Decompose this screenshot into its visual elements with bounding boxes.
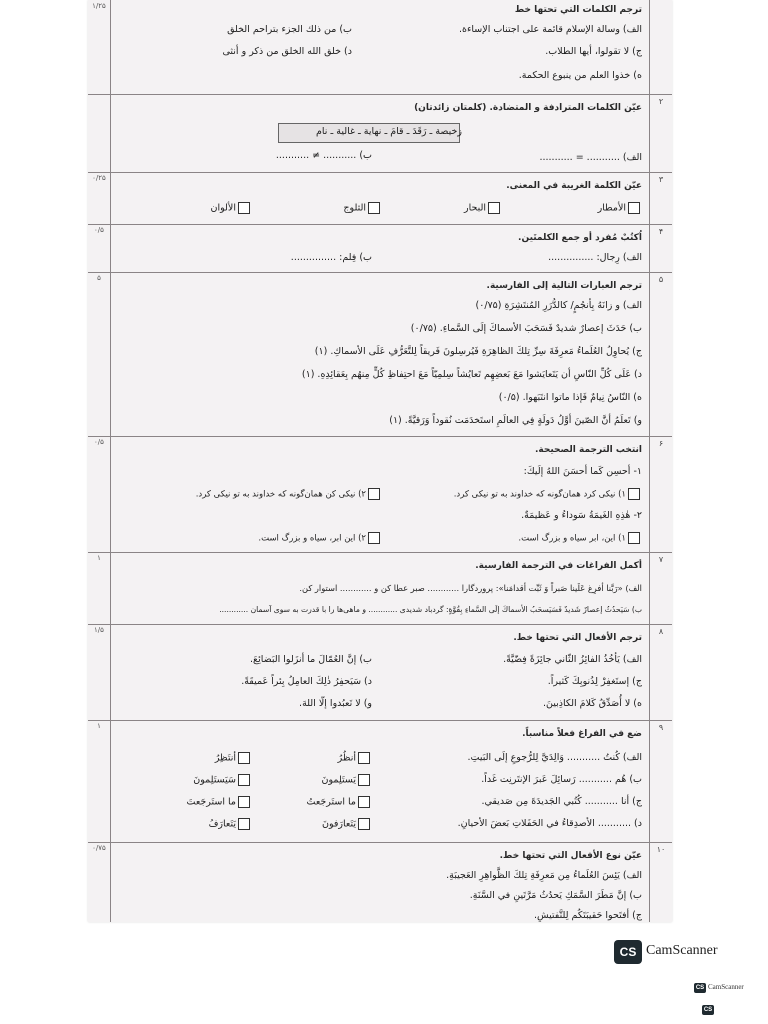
item-e: ه) لا أُصَدِّقُ كَلامَ الكاذِبينَ. xyxy=(543,698,642,709)
item-c: ج) أنا ........... كُتُبي الجَديدَةَ مِن صَديقي. xyxy=(481,796,642,807)
choice-d-1[interactable]: يَتَعارَفونَ xyxy=(322,818,372,831)
checkbox[interactable] xyxy=(358,774,370,786)
checkbox[interactable] xyxy=(358,796,370,808)
item-a: الف) رِجال: ............... xyxy=(548,252,642,263)
question-block-6 xyxy=(88,552,672,625)
item-a: الف) «رَبَّنا أفرِغ عَلَينا صَبراً وَ ثَبِّت أقدامَنا»: پروردگارا ............ صبر عطا کن و ............ استوار کن. xyxy=(299,583,642,593)
item-b: ب) فِلم: ............... xyxy=(290,252,372,263)
question-block-1 xyxy=(88,94,672,173)
sentence-d: د) عَلَى كُلِّ النّاسِ أن يَتَعايَشوا مَعَ بَعضِهِم تَعايُشاً سِلمِيّاً مَعَ احتِفاظِ كُلٍّ مِنهُم بِعَقائِدِهِ. (۱) xyxy=(301,369,642,380)
question-block-7 xyxy=(88,624,672,721)
item-f: و) لا تَعبُدوا إلّا اللهَ. xyxy=(299,698,372,709)
option-3[interactable]: الثلوج xyxy=(343,202,382,215)
option-1-2[interactable]: ۲) نیکی کن همان‌گونه که خداوند به تو نیکی کرد. xyxy=(196,488,382,501)
item-d: د) سَيَحفِرُ ذٰلِكَ العامِلُ بِئراً عَميقَةً. xyxy=(241,676,372,687)
question-number: ۹ xyxy=(658,723,664,732)
checkbox[interactable] xyxy=(368,532,380,544)
checkbox[interactable] xyxy=(238,752,250,764)
checkbox[interactable] xyxy=(368,488,380,500)
question-number: ۴ xyxy=(658,227,664,236)
checkbox[interactable] xyxy=(628,488,640,500)
question-header: أكمل الفراغات في الترجمة الفارسية. xyxy=(475,561,642,571)
sub-question-1: ۱- أحسِن كَما أحسَنَ اللهُ إلَيكَ: xyxy=(523,466,642,477)
score: ۰/۵ xyxy=(94,226,104,234)
checkbox[interactable] xyxy=(628,202,640,214)
item-b: ب) إنَّ العُمّالَ ما أنزَلوا البَضائِعَ. xyxy=(250,654,372,665)
sentence-b: ب) حَدَثَ إعصارٌ شديدٌ فَسَحَبَ الأسماكَ إلَى السَّماءِ. (۰/۷۵) xyxy=(410,323,642,334)
camscanner-tiny-logo: CS xyxy=(703,1007,713,1013)
checkbox[interactable] xyxy=(238,818,250,830)
option-2-1[interactable]: ۱) این، ابر سیاه و بزرگ است. xyxy=(518,532,642,545)
score: ۰/۵ xyxy=(94,438,104,446)
score: ۱ xyxy=(97,554,101,562)
score: ۱/۲۵ xyxy=(92,2,106,10)
checkbox[interactable] xyxy=(368,202,380,214)
checkbox[interactable] xyxy=(238,202,250,214)
question-number: ۸ xyxy=(658,627,664,636)
question-header: انتخب الترجمة الصحيحة. xyxy=(535,445,642,455)
item-c: ج) أفتَحوا حَقيبَتَكُم لِلتَّفتيشِ. xyxy=(533,910,642,921)
choice-c-2[interactable]: ما استَرجَعتَ xyxy=(187,796,253,809)
choice-d-2[interactable]: يَتَعارَفُ xyxy=(209,818,252,831)
item-a: الف) وسالة الإسلام قائمة على اجتناب الإساءة. xyxy=(458,24,642,35)
item-b: ب) سَيَحدُثُ إعصارٌ شَديدٌ فَسَيَسحَبُ الأسماكَ إلَى السَّماءِ بِقُوَّةٍ: گردباد شدیدی ............ و ماهی‌ها را با قدرت به سوی آسمان ............ xyxy=(219,605,642,614)
question-header: عيّن نوع الأفعال التي تحتها خط. xyxy=(499,851,642,861)
camscanner-brand: CamScanner xyxy=(646,943,718,958)
checkbox[interactable] xyxy=(488,202,500,214)
item-a: الف) كُنتُ ........... وَالِدَيَّ لِلرُّجوعِ إلَى البَيتِ. xyxy=(467,752,642,763)
question-number: ۷ xyxy=(658,555,664,564)
word-list: زخيصة ـ رَقَدَ ـ قامَ ـ نهاية ـ غالية ـ نام xyxy=(316,126,462,137)
camscanner-small-brand: CamScanner xyxy=(708,983,744,991)
question-number: ۳ xyxy=(658,175,664,184)
checkbox[interactable] xyxy=(238,796,250,808)
item-b: ب) هُم ........... رَسائِلَ عَبرَ الإنتَرنِت غَداً. xyxy=(481,774,642,785)
item-b: ب) إنَّ مَطَرَ السَّمَكِ يَحدُثُ مَرَّتَينِ في السَّنَةِ. xyxy=(469,890,642,901)
choice-b-2[interactable]: سَيَستَلِمونَ xyxy=(193,774,252,787)
option-2-2[interactable]: ۲) این ابر، سیاه و بزرگ است. xyxy=(258,532,382,545)
sentence-e: ه) النّاسُ نِيامٌ فَإذا ماتوا انتَبَهوا. (۰/۵) xyxy=(498,392,642,403)
item-c: ج) لا تقولوا، أيها الطلاب. xyxy=(545,46,642,57)
checkbox[interactable] xyxy=(628,532,640,544)
question-header: عيّن الكلمات المترادفة و المتضادة. (كلمتان زائدتان) xyxy=(414,103,642,113)
item-a: الف) يَئِسَ العُلَماءُ مِن مَعرِفَةِ تِلكَ الظَّواهِرِ العَجيبَةِ. xyxy=(446,870,642,881)
score: ۱ xyxy=(97,722,101,730)
question-block-5 xyxy=(88,436,672,553)
question-number: ۲ xyxy=(658,97,664,106)
sentence-f: و) تَعلَمُ أنَّ الصّينَ أوَّلُ دَولَةٍ فِي العالَمِ استَخدَمَت نُقوداً وَرَقيَّةً. (۱) xyxy=(389,415,642,426)
item-b: ب) من ذلك الجزء بتراحم الخلق xyxy=(227,24,352,35)
choice-a-2[interactable]: أنتَظِرُ xyxy=(215,752,252,765)
sub-question-2: ۲- هٰذِهِ الغَيمَةُ سَوداءُ و عَظيمَةٌ. xyxy=(521,510,642,521)
question-number: ۵ xyxy=(658,275,664,284)
question-header: ترجم الكلمات التي تحتها خط xyxy=(514,5,642,15)
question-block-4 xyxy=(88,272,672,437)
choice-a-1[interactable]: أنظُرُ xyxy=(338,752,372,765)
question-header: ترجم العبارات التالية إلى الفارسية. xyxy=(486,281,642,291)
question-header: اُكتُبْ مُفرد أو جمع الكلمتَين. xyxy=(518,233,642,243)
score: ۵ xyxy=(97,274,101,282)
option-2[interactable]: البحار xyxy=(464,202,502,215)
option-1[interactable]: الأمطار xyxy=(598,202,642,215)
question-header: ترجم الأفعال التي تحتها خط. xyxy=(513,633,642,643)
item-e: ه) خذوا العلم من ينبوع الحكمة. xyxy=(518,70,642,81)
checkbox[interactable] xyxy=(238,774,250,786)
exam-page xyxy=(88,0,672,922)
question-block-0 xyxy=(88,0,672,95)
item-a: الف) يَأخُذُ الفائِزُ الثّاني جائِزَةً فِضّيَّةً. xyxy=(503,654,642,665)
checkbox[interactable] xyxy=(358,818,370,830)
camscanner-logo: CS xyxy=(614,940,642,964)
score: ۰/۷۵ xyxy=(92,844,106,852)
choice-c-1[interactable]: ما استَرجَعتُ xyxy=(307,796,373,809)
item-b: ب) ........... ≠ ........... xyxy=(275,150,372,161)
question-block-8 xyxy=(88,720,672,843)
item-a: الف) ........... = ........... xyxy=(539,152,642,163)
question-block-9 xyxy=(88,842,672,922)
question-block-2 xyxy=(88,172,672,225)
score: ۰/۲۵ xyxy=(92,174,106,182)
sentence-a: الف) و زانَهُ بِأنجُمٍ/ كالدُّرَرِ المُنتَشِرَةِ (۰/۷۵) xyxy=(475,300,642,311)
camscanner-small-logo: CS xyxy=(695,985,705,991)
question-number: ۶ xyxy=(658,439,664,448)
item-c: ج) إستَغفِرْ لِذُنوبِكَ كَثيراً. xyxy=(547,676,642,687)
score: ۱/۵ xyxy=(94,626,104,634)
item-d: د) خلق الله الخلق من ذكر و أنثى xyxy=(222,46,352,57)
question-block-3 xyxy=(88,224,672,273)
sentence-c: ج) يُحاوِلُ العُلَماءُ مَعرِفَةَ سِرِّ تِلكَ الظاهِرَةِ فَيُرسِلونَ فَريقاً لِلتَّعَرُّفِ عَلَى الأسماكِ. (۱) xyxy=(314,346,642,357)
question-header: عيّن الكلمة الغريبة في المعنى. xyxy=(506,181,642,191)
checkbox[interactable] xyxy=(358,752,370,764)
option-1-1[interactable]: ۱) نیکی کرد همان‌گونه که خداوند به تو نیکی کرد. xyxy=(454,488,642,501)
question-number: ۱۰ xyxy=(656,845,666,854)
item-d: د) ........... الأصدِقاءُ في الحَفَلاتِ بَعضَ الأحيانِ. xyxy=(457,818,642,829)
question-header: ضع في الفراغ فعلاً مناسباً. xyxy=(522,729,642,739)
choice-b-1[interactable]: يَستَلِمونَ xyxy=(321,774,372,787)
option-4[interactable]: الألوان xyxy=(211,202,252,215)
